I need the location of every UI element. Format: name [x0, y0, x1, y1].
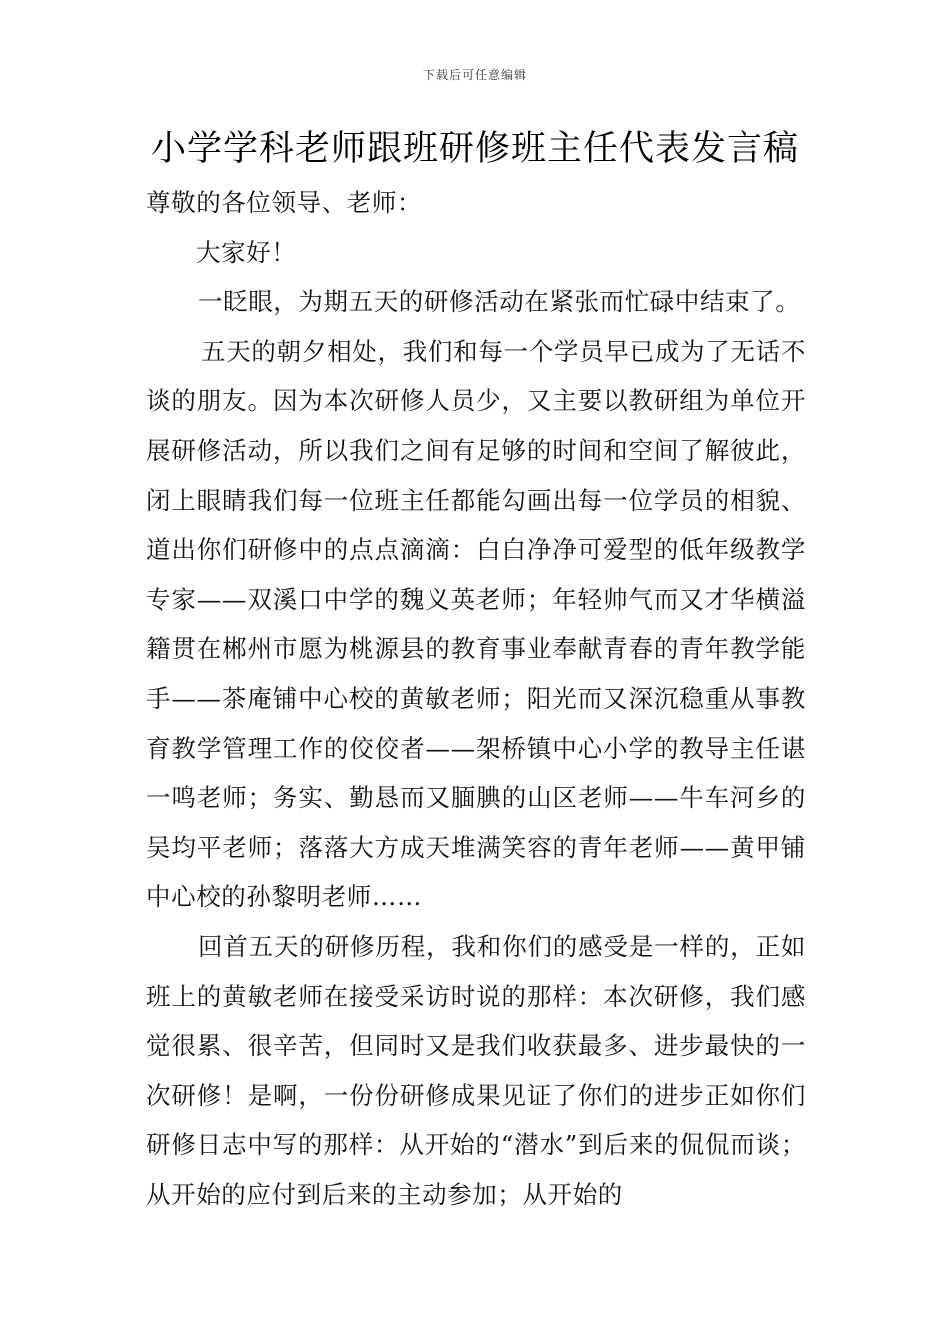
paragraph: 五天的朝夕相处，我们和每一个学员早已成为了无话不谈的朋友。因为本次研修人员少，又主要以教研组为单位开展研修活动，所以我们之间有足够的时间和空间了解彼此，闭上眼睛我们每一位班主任都能勾画出每一位学员的相貌、道出你们研修中的点点滴滴：白白净净可爱型的低年级教学专家——双溪口中学的魏义英老师；年轻帅气而又才华横溢籍贯在郴州市愿为桃源县的教育事业奉献青春的青年教学能手——茶庵铺中心校的黄敏老师；阳光而又深沉稳重从事教育教学管理工作的佼佼者——架桥镇中心小学的教导主任谌一鸣老师；务实、勤恳而又腼腆的山区老师——牛车河乡的吴均平老师；落落大方成天堆满笑容的青年老师——黄甲铺中心校的孙黎明老师……: [146, 336, 806, 912]
salutation: 尊敬的各位领导、老师：: [146, 188, 423, 217]
document-body: [146, 178, 806, 1219]
document-title: 小学学科老师跟班研修班主任代表发言稿: [150, 129, 799, 169]
header-note: 下载后可任意编辑: [422, 68, 527, 82]
paragraph: 回首五天的研修历程，我和你们的感受是一样的，正如班上的黄敏老师在接受采访时说的那样：本次研修，我们感觉很累、很辛苦，但同时又是我们收获最多、进步最快的一次研修！是啊，一份份研修成果见证了你们的进步正如你们研修日志中写的那样：从开始的“潜水”到后来的侃侃而谈；从开始的应付到后来的主动参加；从开始的: [146, 931, 806, 1209]
paragraph: 一眨眼，为期五天的研修活动在紧张而忙碌中结束了。: [198, 287, 801, 317]
greeting: 大家好！: [196, 237, 297, 267]
